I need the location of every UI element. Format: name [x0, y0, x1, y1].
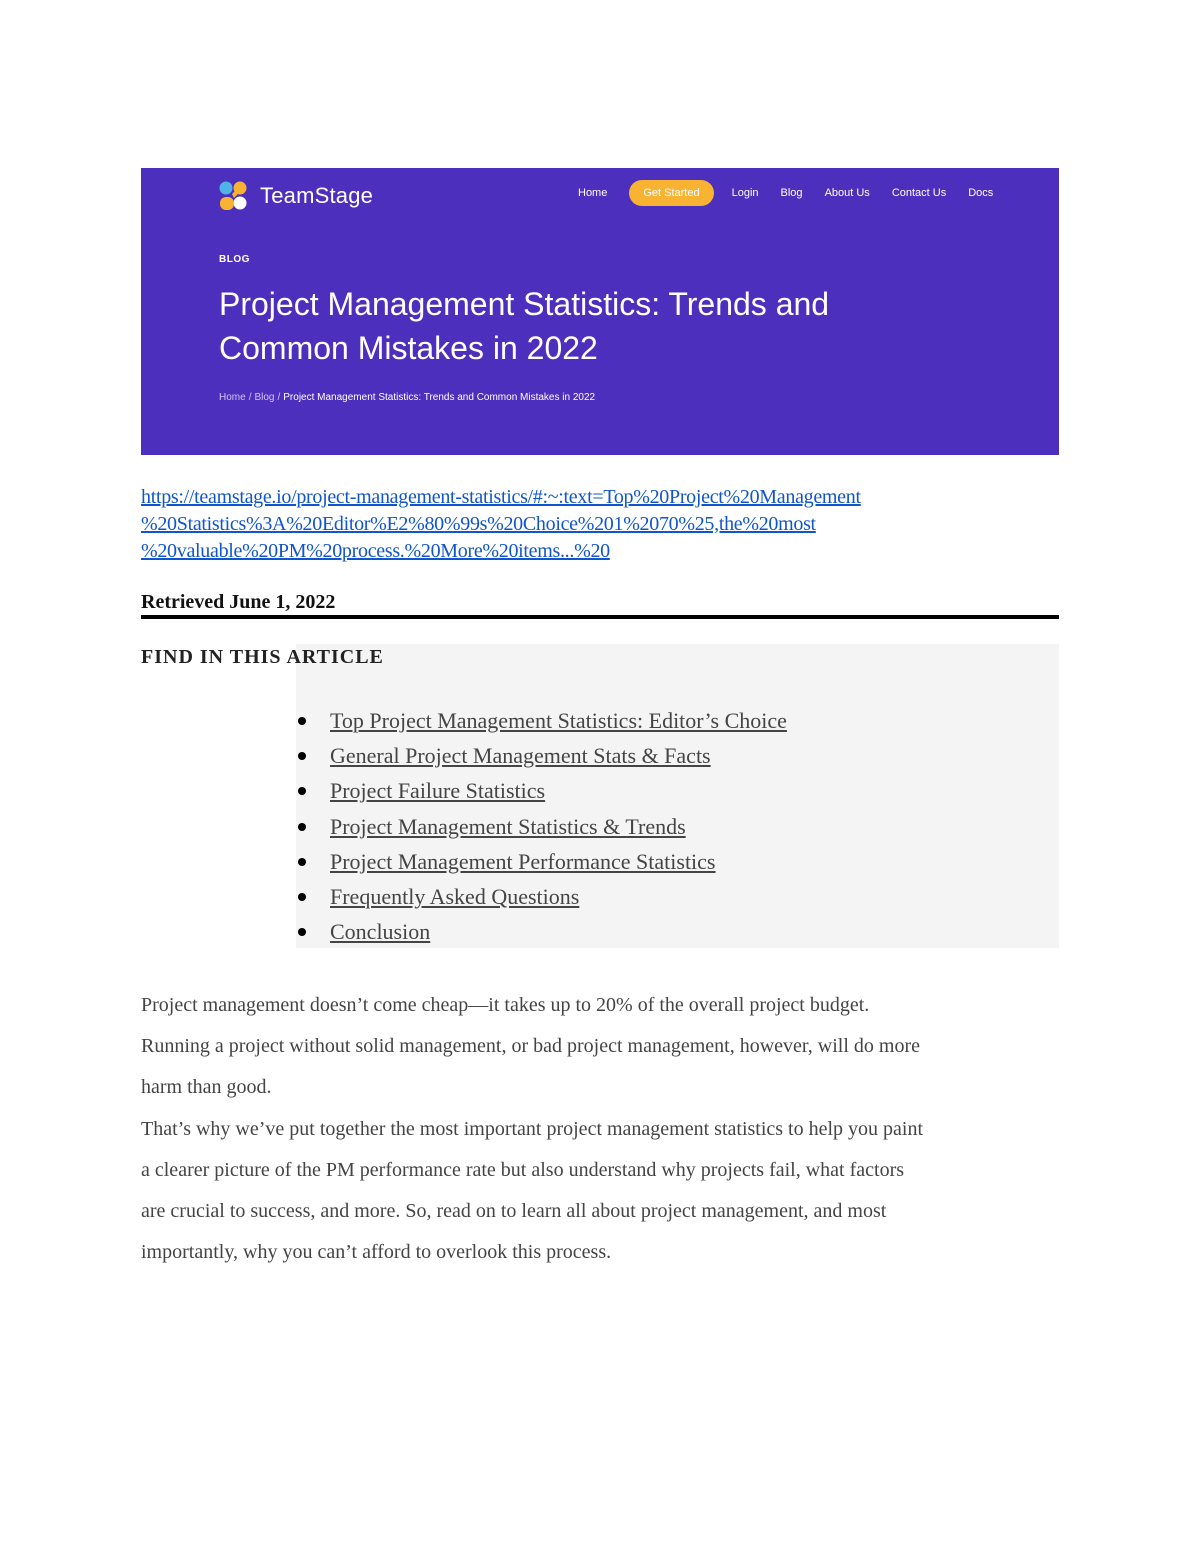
toc-item — [296, 879, 787, 914]
toc-item — [296, 738, 787, 773]
top-navigation — [578, 179, 1015, 207]
teamstage-logo[interactable] — [218, 176, 373, 216]
bullet-icon — [298, 928, 306, 936]
bullet-icon — [298, 752, 306, 760]
toc-item — [296, 844, 787, 879]
nav-docs[interactable]: Docs — [968, 187, 994, 199]
body-line: Running a project without solid management, or bad project management, however, will do more — [141, 1035, 920, 1058]
nav-login[interactable]: Login — [731, 187, 759, 199]
toc-item — [296, 774, 787, 809]
breadcrumb-blog[interactable]: Blog — [254, 392, 275, 403]
body-line: are crucial to success, and more. So, read on to learn all about project management, and most — [141, 1200, 887, 1223]
bullet-icon — [298, 787, 306, 795]
article-header-banner — [141, 168, 1059, 455]
toc-list — [296, 703, 787, 950]
nav-blog[interactable]: Blog — [780, 187, 803, 199]
brand-name: TeamStage — [260, 183, 374, 208]
toc-link-editors-choice[interactable]: Top Project Management Statistics: Editor’s Choice — [330, 707, 787, 733]
source-url-line-3[interactable]: %20valuable%20PM%20process.%20More%20items...%20 — [141, 540, 610, 562]
nav-home[interactable]: Home — [578, 187, 608, 199]
breadcrumb-current: Project Management Statistics: Trends and Common Mistakes in 2022 — [283, 392, 596, 403]
retrieved-date: Retrieved June 1, 2022 — [141, 591, 336, 613]
horizontal-rule — [141, 615, 1059, 619]
bullet-icon — [298, 823, 306, 831]
breadcrumb-separator: / — [248, 392, 252, 403]
body-line: importantly, why you can’t afford to overlook this process. — [141, 1241, 612, 1264]
page-title-line-2: Common Mistakes in 2022 — [219, 330, 598, 366]
breadcrumb — [219, 392, 595, 403]
article-intro — [141, 985, 1071, 1273]
toc-link-failure-stats[interactable]: Project Failure Statistics — [330, 778, 546, 804]
breadcrumb-separator: / — [277, 392, 281, 403]
body-line: harm than good. — [141, 1076, 272, 1099]
toc-link-performance[interactable]: Project Management Performance Statistics — [330, 848, 716, 874]
body-line: a clearer picture of the PM performance rate but also understand why projects fail, what factors — [141, 1158, 905, 1181]
toc-link-faq[interactable]: Frequently Asked Questions — [330, 884, 580, 910]
toc-link-conclusion[interactable]: Conclusion — [330, 919, 431, 945]
bullet-icon — [298, 893, 306, 901]
body-line: That’s why we’ve put together the most important project management statistics to help you paint — [141, 1117, 924, 1140]
bullet-icon — [298, 717, 306, 725]
source-url-link[interactable] — [141, 484, 1041, 565]
source-url-line-2[interactable]: %20Statistics%3A%20Editor%E2%80%99s%20Choice%201%2070%25,the%20most — [141, 513, 816, 535]
page-title — [219, 282, 979, 370]
toc-title: FIND IN THIS ARTICLE — [141, 646, 384, 668]
nav-contact[interactable]: Contact Us — [891, 187, 947, 199]
get-started-button[interactable]: Get Started — [629, 180, 713, 206]
bullet-icon — [298, 858, 306, 866]
toc-item — [296, 703, 787, 738]
section-eyebrow: BLOG — [219, 254, 250, 265]
toc-link-general-stats[interactable]: General Project Management Stats & Facts — [330, 742, 711, 768]
page-title-line-1: Project Management Statistics: Trends and — [219, 286, 830, 322]
teamstage-logo-icon — [218, 180, 250, 212]
body-line: Project management doesn’t come cheap—it takes up to 20% of the overall project budget. — [141, 994, 870, 1016]
nav-about[interactable]: About Us — [824, 187, 870, 199]
toc-item — [296, 915, 787, 950]
toc-item — [296, 809, 787, 844]
source-url-line-1[interactable]: https://teamstage.io/project-management-statistics/#:~:text=Top%20Project%20Management — [141, 486, 861, 508]
breadcrumb-home[interactable]: Home — [219, 392, 246, 403]
toc-link-trends[interactable]: Project Management Statistics & Trends — [330, 813, 686, 839]
